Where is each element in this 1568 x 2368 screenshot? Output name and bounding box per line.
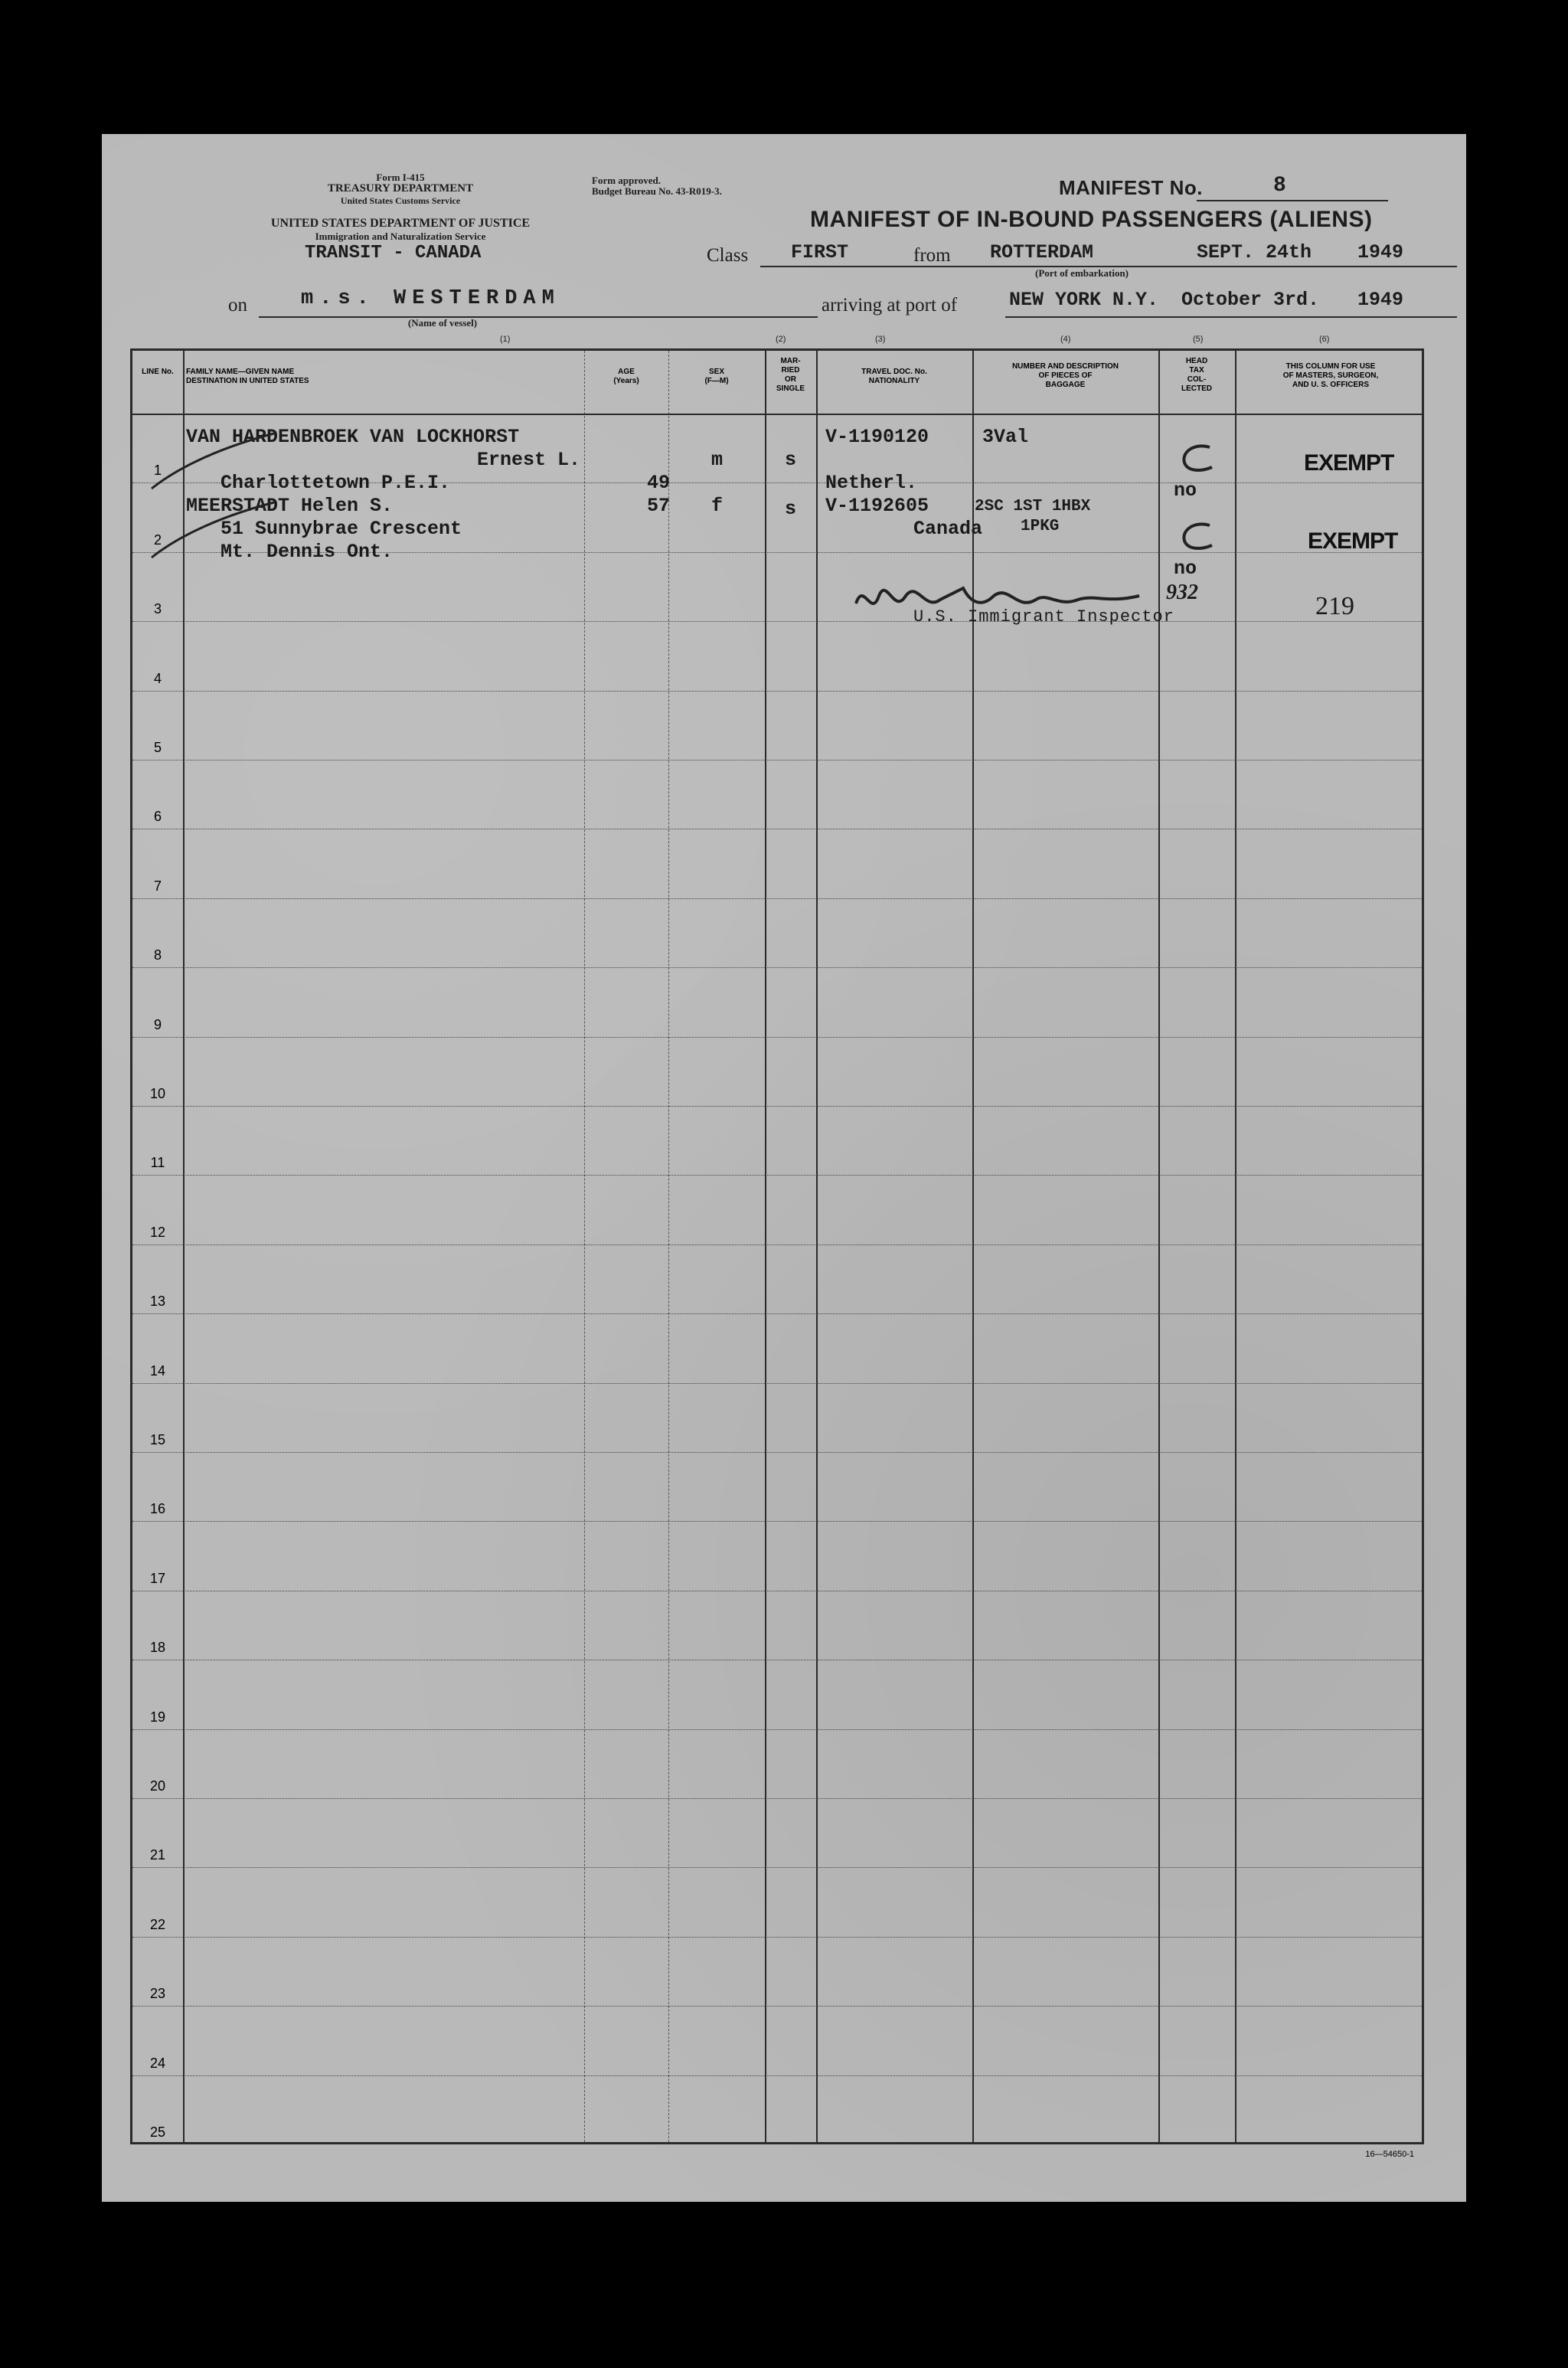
- row-divider: [132, 621, 1422, 622]
- line-number: 10: [149, 1086, 166, 1101]
- line-number: 16: [149, 1501, 166, 1517]
- header-sex: SEX (F—M): [704, 368, 729, 385]
- arrival-date: October 3rd.: [1181, 289, 1320, 311]
- line-number: 25: [149, 2124, 166, 2140]
- transit-canada-stamp: TRANSIT - CANADA: [305, 243, 482, 263]
- line-number: 1: [153, 463, 162, 479]
- departure-date: SEPT. 24th: [1197, 241, 1312, 263]
- line-number: 13: [149, 1294, 166, 1310]
- line-number: 4: [153, 670, 162, 686]
- row-divider: [132, 1521, 1422, 1522]
- row-divider: [132, 2006, 1422, 2007]
- line-number: 11: [150, 1155, 165, 1171]
- row-divider: [132, 1867, 1422, 1868]
- line-number: 24: [149, 2055, 166, 2071]
- line-number: 20: [149, 1778, 166, 1794]
- line-number: 8: [153, 947, 162, 963]
- row-divider: [132, 1798, 1422, 1799]
- line-number: 22: [149, 1916, 166, 1932]
- row-divider: [132, 1313, 1422, 1314]
- passenger-1-exempt-stamp: EXEMPT: [1304, 450, 1394, 476]
- row-divider: [132, 967, 1422, 968]
- arrival-year: 1949: [1357, 289, 1404, 311]
- passenger-1-baggage: 3Val: [982, 426, 1029, 448]
- passenger-2-head-tax: no: [1174, 558, 1197, 580]
- class-value: FIRST: [791, 241, 849, 263]
- col-num: (4): [1060, 335, 1071, 344]
- head-tax-check-mark: [1175, 441, 1221, 476]
- passenger-1-nationality: Netherl.: [825, 472, 918, 494]
- col-num: (2): [776, 335, 786, 344]
- passenger-1-age: 49: [647, 472, 671, 494]
- customs-service: United States Customs Service: [340, 195, 461, 206]
- embarkation-port: ROTTERDAM: [990, 241, 1094, 263]
- department-of-justice: UNITED STATES DEPARTMENT OF JUSTICE: [270, 217, 531, 230]
- passenger-2-baggage: 2SC 1ST 1HBX: [975, 498, 1091, 515]
- inspector-time: 932: [1166, 581, 1198, 604]
- row-divider: [132, 1175, 1422, 1176]
- row-divider: [132, 1452, 1422, 1453]
- header-line-no: LINE No.: [142, 368, 174, 376]
- passenger-1-given-name: Ernest L.: [477, 449, 581, 471]
- passenger-1-travel-doc: V-1190120: [825, 426, 929, 448]
- row-divider: [132, 898, 1422, 899]
- passenger-2-sex: f: [711, 495, 724, 517]
- line-number: 2: [153, 531, 162, 548]
- line-check-mark: [148, 427, 278, 496]
- from-label: from: [913, 245, 951, 266]
- head-tax-check-mark: [1175, 519, 1221, 554]
- passenger-2-nationality: Canada: [913, 518, 983, 540]
- passenger-2-age: 57: [647, 495, 671, 517]
- line-number: 15: [149, 1432, 166, 1447]
- line-number: 3: [153, 601, 162, 617]
- line-number: 12: [149, 1224, 166, 1240]
- vessel-caption: (Name of vessel): [407, 317, 478, 329]
- header-head-tax: HEAD TAX COL- LECTED: [1181, 357, 1212, 393]
- immigration-service: Immigration and Naturalization Service: [315, 231, 486, 242]
- row-divider: [132, 1937, 1422, 1938]
- line-number: 5: [153, 740, 162, 755]
- header-officers: THIS COLUMN FOR USE OF MASTERS, SURGEON, AND U. S. OFFICERS: [1282, 362, 1379, 389]
- line-number: 23: [149, 1986, 166, 2002]
- col-num: (6): [1319, 335, 1330, 344]
- vessel-name: m.s. WESTERDAM: [301, 287, 560, 310]
- header-baggage: NUMBER AND DESCRIPTION OF PIECES OF BAGGAGE: [1011, 362, 1119, 389]
- passenger-2-travel-doc: V-1192605: [825, 495, 929, 517]
- passenger-2-destination-city: Mt. Dennis Ont.: [220, 541, 394, 563]
- on-label: on: [228, 295, 247, 316]
- passenger-1-surname: VAN HARDENBROEK VAN LOCKHORST: [186, 426, 520, 448]
- row-divider: [132, 691, 1422, 692]
- col-num: (5): [1193, 335, 1204, 344]
- header-travel-doc: TRAVEL DOC. No. NATIONALITY: [861, 368, 927, 385]
- passenger-2-exempt-stamp: EXEMPT: [1308, 528, 1398, 554]
- passenger-1-marital: s: [785, 449, 797, 471]
- col-num: (1): [500, 335, 511, 344]
- manifest-table: [130, 348, 1424, 2159]
- passenger-1-head-tax: no: [1174, 479, 1197, 502]
- inspector-title: U.S. Immigrant Inspector: [913, 607, 1174, 626]
- line-number: 21: [149, 1847, 166, 1863]
- line-number: 14: [149, 1362, 166, 1379]
- passenger-2-destination-street: 51 Sunnybrae Crescent: [220, 518, 462, 540]
- line-number: 9: [153, 1016, 162, 1032]
- footer-code: 16—54650-1: [1365, 2150, 1414, 2159]
- arriving-label: arriving at port of: [822, 295, 958, 316]
- port-embark-caption: (Port of embarkation): [1034, 267, 1129, 279]
- col-num: (3): [875, 335, 886, 344]
- row-divider: [132, 1037, 1422, 1038]
- line-number: 18: [149, 1640, 166, 1656]
- row-divider: [132, 2075, 1422, 2076]
- header-married: MAR- RIED OR SINGLE: [776, 357, 805, 393]
- manifest-title: MANIFEST OF IN-BOUND PASSENGERS (ALIENS): [810, 207, 1373, 232]
- manifest-no-value: 8: [1273, 174, 1286, 198]
- line-number: 6: [153, 809, 162, 825]
- line-number: 19: [149, 1709, 166, 1725]
- header-age: AGE (Years): [613, 368, 639, 385]
- form-number: Form I-415: [376, 172, 425, 183]
- row-divider: [132, 1383, 1422, 1384]
- form-approved: Form approved.: [592, 175, 662, 186]
- row-divider: [132, 1729, 1422, 1730]
- inspector-number: 219: [1315, 592, 1354, 620]
- budget-bureau: Budget Bureau No. 43-R019-3.: [592, 185, 722, 197]
- passenger-1-sex: m: [711, 449, 724, 471]
- passenger-2-baggage-2: 1PKG: [1021, 518, 1060, 535]
- line-check-mark: [148, 496, 278, 565]
- passenger-2-marital: s: [785, 498, 797, 520]
- manifest-no-line: [1197, 178, 1388, 201]
- line-number: 7: [153, 878, 162, 894]
- passenger-2-name: MEERSTADT Helen S.: [186, 495, 394, 517]
- line-number: 17: [149, 1570, 166, 1586]
- treasury-department: TREASURY DEPARTMENT: [327, 182, 474, 195]
- arrival-port: NEW YORK N.Y.: [1009, 289, 1159, 311]
- header-name: FAMILY NAME—GIVEN NAME DESTINATION IN UNITED STATES: [186, 368, 309, 385]
- row-divider: [132, 1106, 1422, 1107]
- class-label: Class: [707, 245, 749, 266]
- departure-year: 1949: [1357, 241, 1404, 263]
- manifest-no-label: MANIFEST No.: [1059, 176, 1203, 199]
- passenger-1-destination: Charlottetown P.E.I.: [220, 472, 451, 494]
